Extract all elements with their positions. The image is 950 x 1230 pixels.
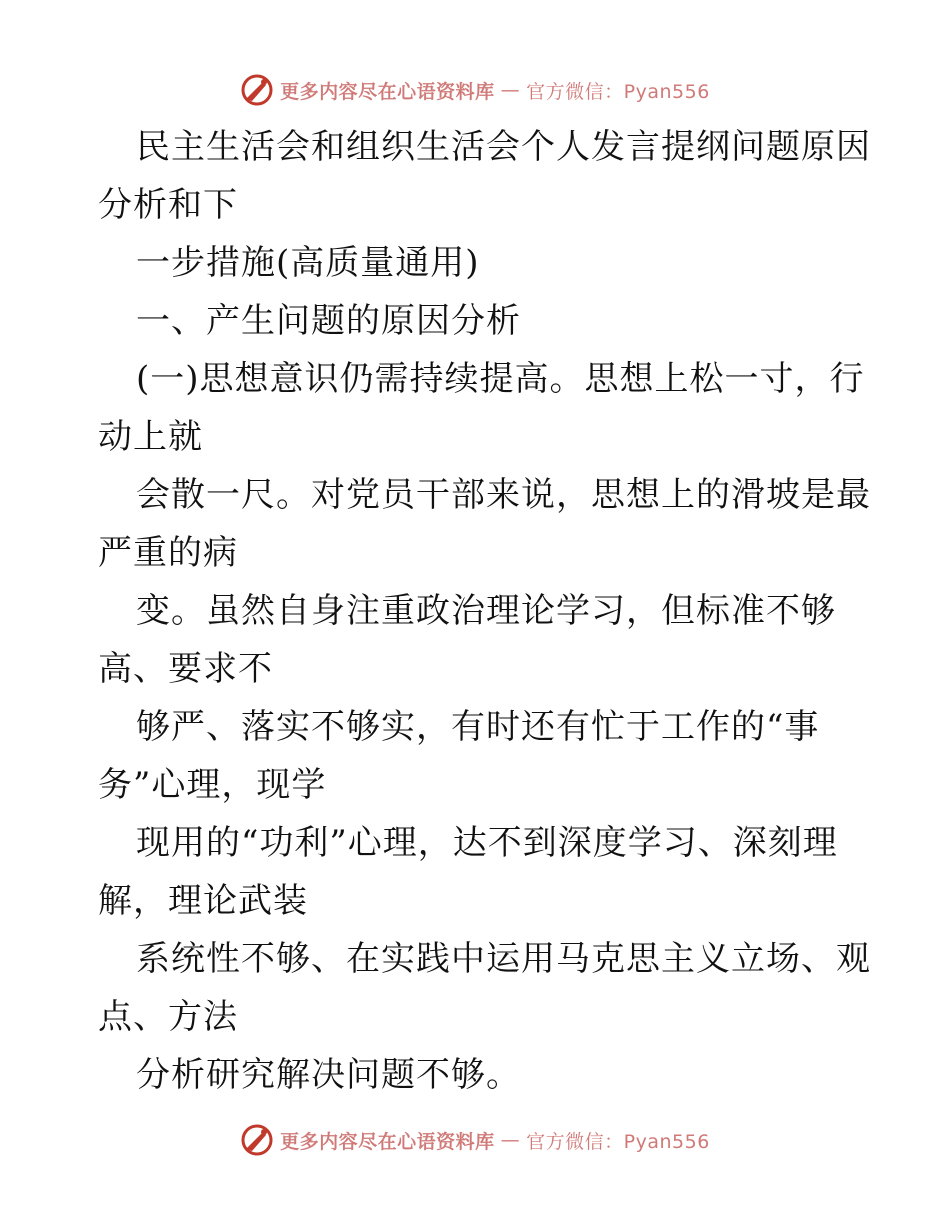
document-line: 分析研究解决问题不够。 — [136, 1055, 521, 1095]
document-line: (一)思想意识仍需持续提高。思想上松一寸，行 — [136, 359, 865, 399]
document-line: 系统性不够、在实践中运用马克思主义立场、观 — [136, 939, 871, 979]
document-line: 会散一尺。对党员干部来说，思想上的滑坡是最 — [136, 475, 871, 515]
document-line: 动上就 — [98, 417, 203, 457]
watermark-wechat: 官方微信：Pyan556 — [526, 1130, 710, 1153]
document-line: 点、方法 — [98, 997, 238, 1037]
watermark-separator: — — [500, 1129, 521, 1151]
brush-logo-icon — [240, 1123, 274, 1157]
watermark-wechat: 官方微信：Pyan556 — [526, 80, 710, 103]
document-line: 一、产生问题的原因分析 — [136, 301, 521, 341]
brush-logo-icon — [240, 73, 274, 107]
document-line: 变。虽然自身注重政治理论学习，但标准不够 — [136, 591, 836, 631]
watermark-separator: — — [500, 79, 521, 101]
watermark-footer — [0, 1120, 950, 1160]
document-line: 分析和下 — [98, 185, 238, 225]
document-line: 严重的病 — [98, 533, 238, 573]
document-line: 一步措施(高质量通用) — [136, 243, 480, 283]
watermark-brand: 更多内容尽在心语资料库 — [280, 1130, 495, 1153]
document-line: 现用的“功利”心理，达不到深度学习、深刻理 — [136, 823, 838, 863]
document-line: 解，理论武装 — [98, 881, 308, 921]
watermark-header — [0, 70, 950, 110]
document-line: 务”心理，现学 — [98, 765, 327, 805]
document-line: 高、要求不 — [98, 649, 273, 689]
document-line: 够严、落实不够实，有时还有忙于工作的“事 — [136, 707, 820, 747]
watermark-brand: 更多内容尽在心语资料库 — [280, 80, 495, 103]
document-line: 民主生活会和组织生活会个人发言提纲问题原因 — [136, 127, 871, 167]
document-body — [98, 118, 871, 1104]
